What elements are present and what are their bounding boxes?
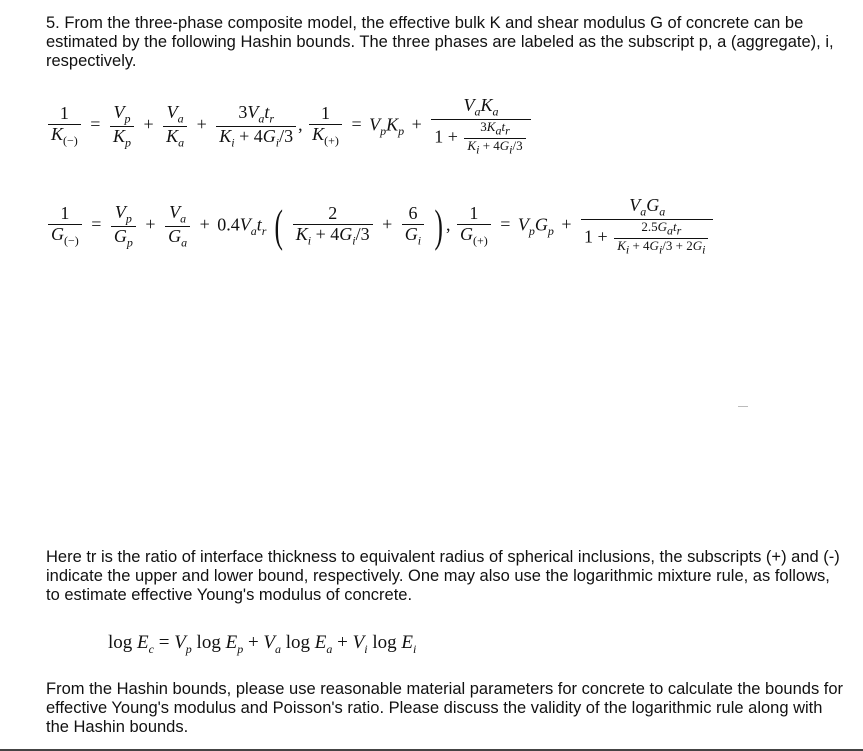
task-paragraph [46,680,846,737]
frac-inv-g-lower: $\frac{1}{G_{(-)}}$ [48,204,82,248]
equation-shear-modulus: $\frac{1}{G_{(-)}}$ = $\frac{V_p}{G_p}$ + $\frac{V_a}{G_a}$ + $0.4V_at_r$ ( $\frac{2}{K_i + 4G_i/3}$ + $\frac{6}{G_i}$ ) , $\frac{1}{G_{(+)}}$ = $V_pG_p$ + $V_aG_a$ 1 + $\frac{2.5G_at_r}{K_i + 4G_i/3 + 2G_i}$ [46,196,715,256]
scan-mark [738,406,748,407]
equation-log-rule: $\log E_c = V_p$ $\log E_p + V_a$ $\log E_a + V_i$ $\log E_i$ [108,632,417,656]
task-text: From the Hashin bounds, please use reasonable material parameters for concrete to calculate the bounds for effective Young's modulus and Poisson's ratio. Please discuss the validity of the logarithmic rule along with the Hashin bounds. [46,680,844,736]
equation-bulk-modulus: $\frac{1}{K_{(-)}}$ = $\frac{V_p}{K_p}$ + $\frac{V_a}{K_a}$ + $\frac{3V_at_r}{K_i + 4G_i/3}$ , $\frac{1}{K_{(+)}}$ = $V_pK_p$ + $V_aK_a$ 1 + $\frac{3K_at_r}{K_i + 4G_i/3}$ [46,96,533,156]
frac-inv-g-upper: $\frac{1}{G_{(+)}}$ [457,204,491,248]
frac-inv-k-lower: $\frac{1}{K_{(-)}}$ [48,104,81,148]
problem-intro [46,14,846,71]
problem-intro-text: 5. From the three-phase composite model, the effective bulk K and shear modulus G of concrete can be estimated by the following Hashin bounds. The three phases are labeled as the subscript p, a (aggregate), i, respectively. [46,14,834,70]
explanation-text: Here tr is the ratio of interface thickness to equivalent radius of spherical inclusions, the subscripts (+) and (-) indicate the upper and lower bound, respectively. One may also use the logarithmic mixture rule, as follows, to estimate effective Young's modulus of concrete. [46,548,840,604]
explanation-paragraph [46,548,846,605]
frac-inv-k-upper: $\frac{1}{K_{(+)}}$ [309,104,342,148]
